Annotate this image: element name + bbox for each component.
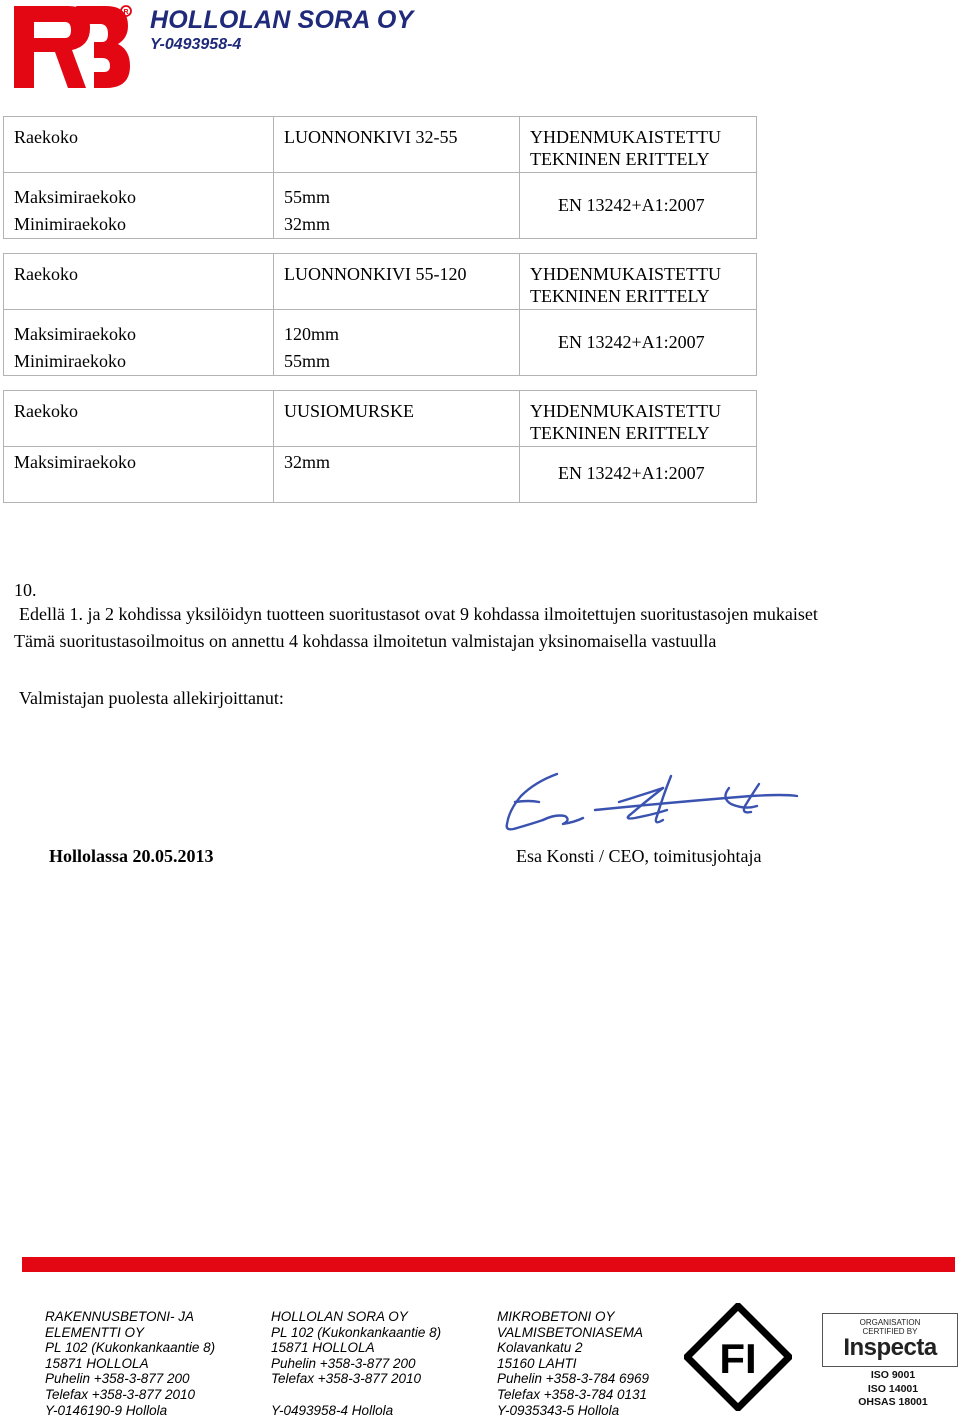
inspecta-certification-logo (822, 1313, 958, 1367)
iso-standards-list (850, 1369, 936, 1410)
spec-table-3 (3, 390, 757, 503)
footer-line: Telefax +358-3-877 2010 (45, 1386, 195, 1402)
max-size-value: 55mm (284, 187, 331, 207)
footer-line: RAKENNUSBETONI- JA (45, 1309, 195, 1324)
iso-standard: ISO 14001 (867, 1382, 919, 1395)
product-name: LUONNONKIVI 32-55 (284, 127, 458, 147)
section-number: 10. (14, 580, 37, 600)
conformity-line-1: YHDENMUKAISTETTU (530, 127, 721, 147)
footer-line: Kolavankatu 2 (497, 1340, 583, 1356)
max-size-label: Maksimiraekoko (14, 187, 136, 207)
max-size-label: Maksimiraekoko (14, 452, 136, 472)
grain-size-label: Raekoko (14, 127, 78, 147)
footer-line (271, 1387, 441, 1403)
footer-line: Y-0493958-4 Hollola (271, 1402, 394, 1418)
company-logo (10, 2, 132, 92)
max-size-label: Maksimiraekoko (14, 324, 136, 344)
min-size-label: Minimiraekoko (14, 351, 126, 371)
footer-line: MIKROBETONI OY (497, 1309, 615, 1324)
responsibility-statement: Tämä suoritustasoilmoitus on annettu 4 kohdassa ilmoitetun valmistajan yksinomaisella vastuulla (14, 631, 717, 651)
max-size-value: 32mm (284, 452, 331, 472)
handwritten-signature (495, 766, 805, 838)
spec-table-2 (3, 253, 757, 376)
footer-line: Telefax +358-3-784 0131 (497, 1386, 647, 1402)
footer-line: PL 102 (Kukonkankaantie 8) (271, 1324, 442, 1340)
footer-line: 15871 HOLLOLA (271, 1340, 375, 1356)
footer-red-bar (22, 1257, 955, 1272)
footer-line: Y-0935343-5 Hollola (497, 1402, 620, 1418)
footer-line: HOLLOLAN SORA OY (271, 1309, 408, 1324)
footer-line: Puhelin +358-3-877 200 (271, 1355, 416, 1371)
min-size-value: 55mm (284, 351, 331, 371)
min-size-value: 32mm (284, 214, 331, 234)
spec-table-1 (3, 116, 757, 239)
conformity-line-2: TEKNINEN ERITTELY (530, 286, 710, 306)
company-name: HOLLOLAN SORA OY (150, 6, 414, 34)
cert-brand: Inspecta (843, 1334, 937, 1361)
footer-column-1 (45, 1309, 215, 1418)
footer-line: ELEMENTTI OY (45, 1324, 145, 1340)
conformity-line-2: TEKNINEN ERITTELY (530, 149, 710, 169)
footer-column-3 (497, 1309, 649, 1418)
grain-size-label: Raekoko (14, 401, 78, 421)
svg-text:R: R (123, 9, 129, 16)
product-name: LUONNONKIVI 55-120 (284, 264, 467, 284)
footer-line: Y-0146190-9 Hollola (45, 1402, 168, 1418)
conformity-line-1: YHDENMUKAISTETTU (530, 401, 721, 421)
min-size-label: Minimiraekoko (14, 214, 126, 234)
grain-size-label: Raekoko (14, 264, 78, 284)
footer-line: 15871 HOLLOLA (45, 1355, 149, 1371)
conformity-line-1: YHDENMUKAISTETTU (530, 264, 721, 284)
footer-line: Puhelin +358-3-877 200 (45, 1371, 190, 1387)
signed-by-label: Valmistajan puolesta allekirjoittanut: (19, 688, 284, 708)
footer-line: PL 102 (Kukonkankaantie 8) (45, 1340, 216, 1356)
product-name: UUSIOMURSKE (284, 401, 415, 421)
standard-reference: EN 13242+A1:2007 (558, 332, 705, 352)
iso-standard: OHSAS 18001 (858, 1396, 928, 1408)
fi-quality-mark-icon (684, 1303, 792, 1411)
footer-line: Telefax +358-3-877 2010 (271, 1371, 421, 1387)
footer-line: VALMISBETONIASEMA (497, 1324, 644, 1340)
fi-mark-text: FI (719, 1335, 757, 1382)
footer-line: Puhelin +358-3-784 6969 (497, 1371, 650, 1387)
company-business-id: Y-0493958-4 (150, 36, 242, 53)
footer-line: 15160 LAHTI (497, 1355, 577, 1371)
standard-reference: EN 13242+A1:2007 (558, 463, 705, 483)
signer-name: Esa Konsti / CEO, toimitusjohtaja (516, 846, 762, 866)
conformity-line-2: TEKNINEN ERITTELY (530, 423, 710, 443)
performance-statement: Edellä 1. ja 2 kohdissa yksilöidyn tuotteen suoritustasot ovat 9 kohdassa ilmoitettujen suoritustasojen mukaiset (19, 604, 818, 624)
footer-column-2 (271, 1309, 441, 1418)
cert-line-1: ORGANISATION (859, 1318, 921, 1327)
iso-standard: ISO 9001 (870, 1369, 916, 1381)
standard-reference: EN 13242+A1:2007 (558, 195, 705, 215)
place-and-date: Hollolassa 20.05.2013 (49, 846, 214, 866)
max-size-value: 120mm (284, 324, 340, 344)
cert-line-2: CERTIFIED BY (862, 1327, 918, 1336)
